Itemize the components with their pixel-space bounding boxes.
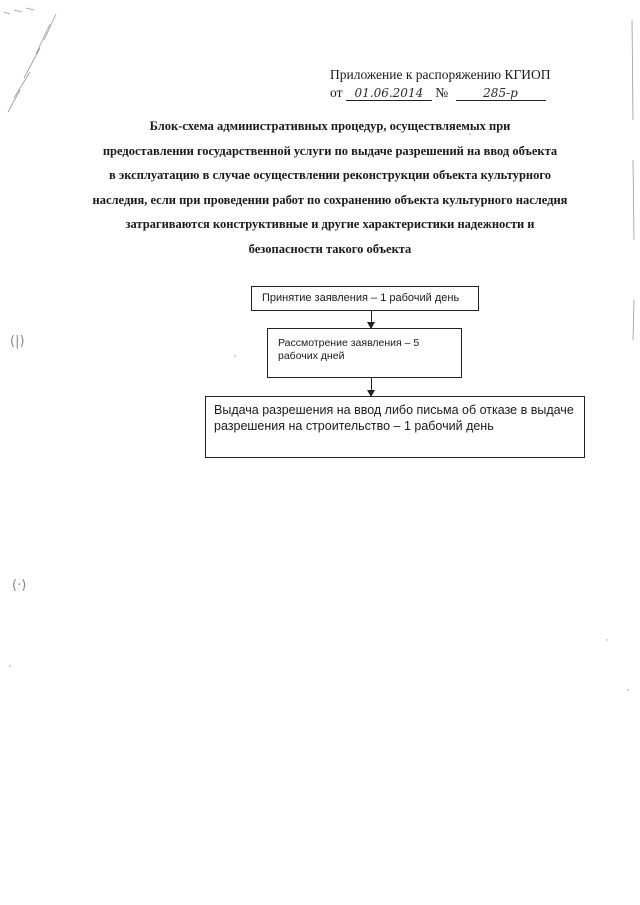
handwritten-date: 01.06.2014 [346, 86, 432, 101]
appendix-heading: Приложение к распоряжению КГИОП [330, 67, 551, 82]
step-label: Рассмотрение заявления – 5 [278, 337, 420, 349]
title-line: в эксплуатацию в случае осуществлении реконструкции объекта культурного [109, 168, 551, 182]
date-prefix: от [330, 85, 343, 100]
step-label: рабочих дней [278, 350, 345, 362]
punch-hole-mark-bottom: (·) [12, 578, 27, 593]
handwritten-number: 285-р [456, 86, 546, 101]
number-prefix: № [435, 85, 449, 100]
title-line: предоставлении государственной услуги по выдаче разрешений на ввод объекта [102, 143, 558, 158]
flow-arrow-down-icon [371, 311, 372, 328]
appendix-reference [330, 66, 551, 102]
step-label: Выдача разрешения на ввод либо письма об отказе в выдаче [214, 403, 574, 417]
title-line: безопасности такого объекта [248, 241, 412, 256]
flowchart-step-permit-issuance [205, 396, 585, 458]
document-title [60, 114, 600, 261]
title-line: затрагиваются конструктивные и другие характеристики надежности и [125, 217, 535, 231]
title-line: Блок-схема административных процедур, осуществляемых при [149, 119, 511, 133]
flowchart-step-application-acceptance [251, 286, 479, 311]
flowchart-step-application-review [267, 328, 462, 378]
appendix-date-number-line [330, 84, 551, 102]
step-label: разрешения на строительство – 1 рабочий день [214, 419, 494, 433]
flow-arrow-down-icon [371, 378, 372, 396]
punch-hole-mark-top: (|) [10, 334, 25, 349]
title-line: наследия, если при проведении работ по сохранению объекта культурного наследия [92, 192, 568, 207]
step-label: Принятие заявления – 1 рабочий день [262, 292, 460, 304]
